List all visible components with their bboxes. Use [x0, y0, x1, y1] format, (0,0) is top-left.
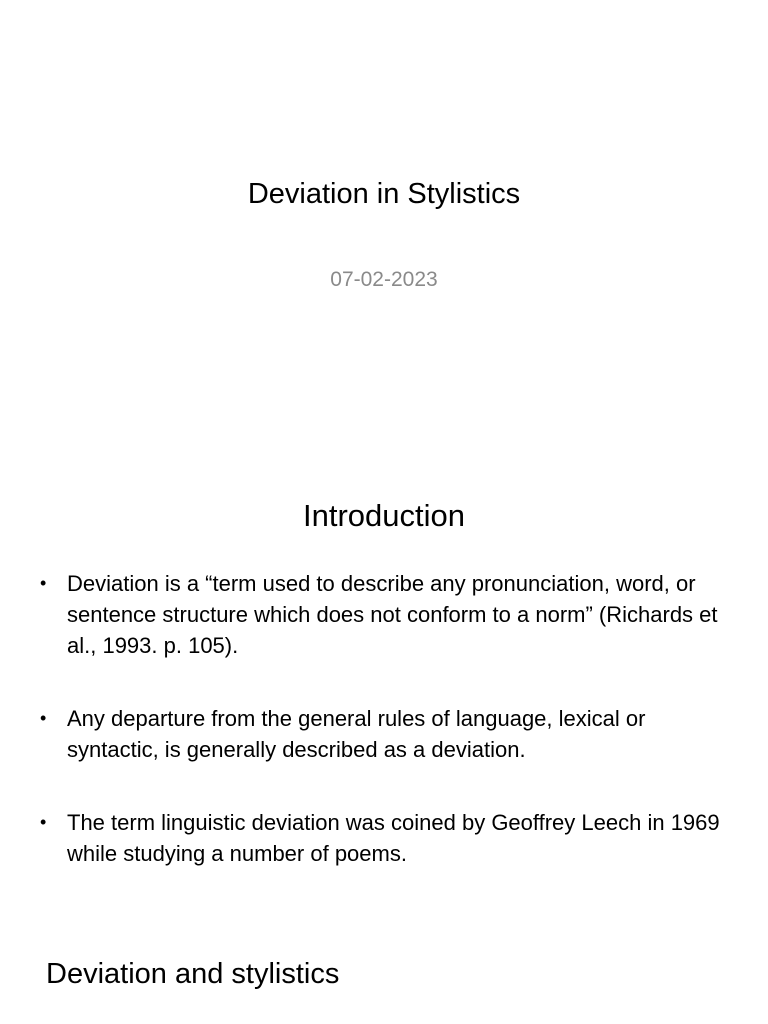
bullet-icon: • [40, 708, 47, 728]
presentation-title: Deviation in Stylistics [247, 178, 521, 210]
presentation-date: 07-02-2023 [330, 268, 438, 291]
bullet-icon: • [40, 812, 47, 832]
bullet-item [40, 807, 730, 869]
bullet-text: Deviation is a “term used to describe any pronunciation, word, or sentence structure which does not conform to a norm” (Richards et al., 1993. p. 105). [67, 571, 718, 658]
introduction-slide [0, 432, 768, 928]
deviation-stylistics-slide [0, 928, 768, 1024]
bullet-text: Any departure from the general rules of language, lexical or syntactic, is generally described as a deviation. [67, 706, 646, 762]
bullet-icon: • [40, 573, 47, 593]
bullet-item [40, 568, 730, 661]
bullet-item [40, 703, 730, 765]
title-slide [0, 0, 768, 432]
bullet-text: The term linguistic deviation was coined by Geoffrey Leech in 1969 while studying a number of poems. [67, 810, 720, 866]
bullet-list [40, 568, 730, 911]
slide-title: Deviation and stylistics [46, 958, 340, 990]
slide-title: Introduction [303, 498, 465, 533]
